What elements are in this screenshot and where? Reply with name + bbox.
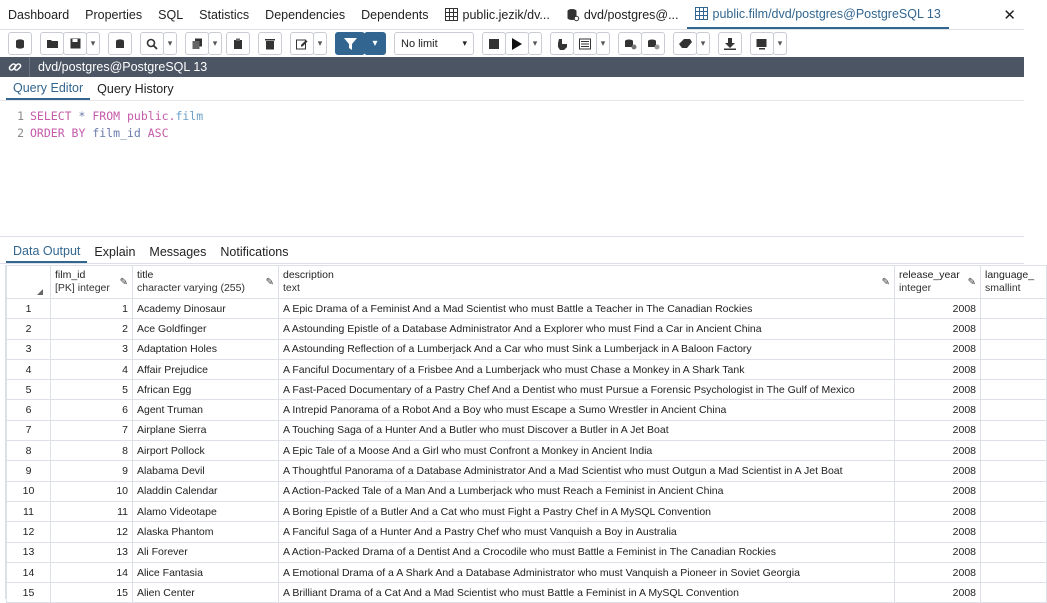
header-row	[7, 266, 1047, 299]
cell-film-id[interactable]: 6	[51, 400, 133, 420]
cell-film-id[interactable]: 7	[51, 420, 133, 440]
chevron-down-icon[interactable]: ▾	[773, 32, 787, 55]
cell-language-id[interactable]	[981, 380, 1047, 400]
cell-release-year[interactable]: 2008	[895, 299, 981, 319]
cell-release-year[interactable]: 2008	[895, 420, 981, 440]
column-header-title[interactable]	[133, 266, 279, 299]
code-line	[0, 124, 1024, 141]
cell-language-id[interactable]	[981, 359, 1047, 379]
execute-icon[interactable]	[505, 32, 529, 55]
row-number[interactable]: 15	[7, 583, 51, 603]
column-header-film-id[interactable]	[51, 266, 133, 299]
limit-value: No limit	[401, 37, 438, 50]
pencil-icon: ✎	[881, 277, 890, 288]
chevron-down-icon[interactable]: ▾	[86, 32, 100, 55]
filter-icon[interactable]	[335, 32, 365, 55]
table-row[interactable]	[7, 522, 1047, 542]
cell-release-year[interactable]: 2008	[895, 522, 981, 542]
cell-description[interactable]: A Touching Saga of a Hunter And a Butler who must Discover a Butler in A Jet Boat	[279, 420, 895, 440]
chevron-down-icon[interactable]: ▾	[208, 32, 222, 55]
cell-description[interactable]: A Intrepid Panorama of a Robot And a Boy who must Escape a Sumo Wrestler in Ancient China	[279, 400, 895, 420]
cell-film-id[interactable]: 12	[51, 522, 133, 542]
cell-film-id[interactable]: 9	[51, 461, 133, 481]
cell-release-year[interactable]: 2008	[895, 359, 981, 379]
line-number: 1	[17, 108, 24, 123]
cell-description[interactable]: A Astounding Epistle of a Database Administrator And a Explorer who must Find a Car in Ancient China	[279, 319, 895, 339]
cell-release-year[interactable]: 2008	[895, 319, 981, 339]
table-name: film	[175, 108, 204, 123]
explain-icon[interactable]	[550, 32, 574, 55]
cell-film-id[interactable]: 3	[51, 339, 133, 359]
star: *	[78, 108, 86, 123]
tab-label: public.film/dvd/postgres@PostgreSQL 13	[712, 6, 941, 21]
chevron-down-icon[interactable]: ▾	[696, 32, 710, 55]
row-number[interactable]: 4	[7, 359, 51, 379]
commit-icon[interactable]	[618, 32, 642, 55]
cell-language-id[interactable]	[981, 420, 1047, 440]
table-row[interactable]	[7, 583, 1047, 603]
cell-language-id[interactable]	[981, 522, 1047, 542]
cell-release-year[interactable]: 2008	[895, 400, 981, 420]
tab-label: Properties	[85, 7, 143, 22]
database-icon	[566, 8, 579, 21]
cell-film-id[interactable]: 11	[51, 501, 133, 521]
cell-film-id[interactable]: 2	[51, 319, 133, 339]
cell-description[interactable]: A Epic Drama of a Feminist And a Mad Scientist who must Battle a Teacher in The Canadian Rockies	[279, 299, 895, 319]
column-type: smallint	[985, 282, 1021, 294]
tab-label: Dependents	[361, 7, 429, 22]
tab-query-history[interactable]: Query History	[97, 81, 174, 96]
tab-public-film-dvd-postgres-postgresql-13[interactable]	[687, 0, 949, 29]
row-number[interactable]: 7	[7, 420, 51, 440]
cell-release-year[interactable]: 2008	[895, 583, 981, 603]
chevron-down-icon[interactable]: ▾	[364, 32, 386, 55]
tab-sql[interactable]	[150, 0, 191, 29]
row-number[interactable]: 1	[7, 299, 51, 319]
explain-analyze-icon[interactable]	[573, 32, 597, 55]
column-name: release_year	[899, 269, 960, 281]
column-name: language_	[985, 269, 1035, 281]
cell-film-id[interactable]: 4	[51, 359, 133, 379]
table-row[interactable]	[7, 400, 1047, 420]
editor-tab-bar	[0, 77, 1024, 101]
cell-description[interactable]: A Astounding Reflection of a Lumberjack And a Car who must Sink a Lumberjack in A Baloon Factory	[279, 339, 895, 359]
row-number[interactable]: 6	[7, 400, 51, 420]
table-row[interactable]	[7, 380, 1047, 400]
row-number[interactable]: 11	[7, 501, 51, 521]
table-row[interactable]	[7, 481, 1047, 501]
tab-label: dvd/postgres@...	[583, 7, 679, 22]
column-type: character varying (255)	[137, 282, 245, 294]
schema-name: public.	[127, 108, 176, 123]
tab-dashboard[interactable]	[0, 0, 77, 29]
cell-language-id[interactable]	[981, 319, 1047, 339]
cell-description[interactable]: A Action-Packed Drama of a Dentist And a Crocodile who must Battle a Feminist in The Canadian Rockies	[279, 542, 895, 562]
table-row[interactable]	[7, 542, 1047, 562]
pencil-icon: ✎	[119, 277, 128, 288]
tab-notifications[interactable]: Notifications	[220, 244, 289, 259]
cell-release-year[interactable]: 2008	[895, 380, 981, 400]
table-row[interactable]	[7, 420, 1047, 440]
keyword: ASC	[147, 125, 169, 140]
cell-language-id[interactable]	[981, 542, 1047, 562]
tab-label: Dashboard	[8, 7, 70, 22]
tab-properties[interactable]	[77, 0, 150, 29]
top-tab-bar	[0, 0, 1024, 30]
table-row[interactable]	[7, 501, 1047, 521]
column-header-description[interactable]	[279, 266, 895, 299]
table-row[interactable]	[7, 359, 1047, 379]
sql-editor[interactable]	[0, 102, 1024, 237]
cell-description[interactable]: A Boring Epistle of a Butler And a Cat who must Fight a Pastry Chef in A MySQL Convention	[279, 501, 895, 521]
search-icon[interactable]	[140, 32, 164, 55]
select-all-corner[interactable]	[7, 266, 51, 299]
row-number[interactable]: 8	[7, 441, 51, 461]
tab-explain[interactable]: Explain	[94, 244, 136, 259]
cell-description[interactable]: A Epic Tale of a Moose And a Girl who must Confront a Monkey in Ancient India	[279, 441, 895, 461]
copy-icon[interactable]	[185, 32, 209, 55]
column-name: film_id	[92, 125, 141, 140]
edit-icon[interactable]	[290, 32, 314, 55]
keyword: SELECT	[30, 108, 72, 123]
chevron-down-icon[interactable]: ▾	[528, 32, 542, 55]
cell-language-id[interactable]	[981, 339, 1047, 359]
query-toolbar	[0, 30, 1024, 57]
connection-label[interactable]: dvd/postgres@PostgreSQL 13	[38, 60, 208, 74]
cell-film-id[interactable]: 8	[51, 441, 133, 461]
cell-title[interactable]: Agent Truman	[133, 400, 279, 420]
cell-title[interactable]: Ali Forever	[133, 542, 279, 562]
table-row[interactable]	[7, 319, 1047, 339]
cell-title[interactable]: African Egg	[133, 380, 279, 400]
cell-film-id[interactable]: 13	[51, 542, 133, 562]
cell-language-id[interactable]	[981, 441, 1047, 461]
table-row[interactable]	[7, 299, 1047, 319]
stop-icon[interactable]	[482, 32, 506, 55]
column-header-language-id[interactable]	[981, 266, 1047, 299]
tab-messages[interactable]: Messages	[149, 244, 207, 259]
keyword: FROM	[92, 108, 121, 123]
cell-language-id[interactable]	[981, 400, 1047, 420]
cell-language-id[interactable]	[981, 583, 1047, 603]
tab-dependents[interactable]	[353, 0, 436, 29]
table-row[interactable]	[7, 441, 1047, 461]
table-icon	[695, 7, 708, 20]
tab-label: Statistics	[199, 7, 250, 22]
sort-corner-icon	[37, 289, 43, 295]
save-data-icon[interactable]	[108, 32, 132, 55]
cell-title[interactable]: Aladdin Calendar	[133, 481, 279, 501]
column-type: text	[283, 282, 300, 294]
column-header-release-year[interactable]	[895, 266, 981, 299]
cell-description[interactable]: A Brilliant Drama of a Cat And a Mad Scientist who must Battle a Feminist in A MySQL Convention	[279, 583, 895, 603]
row-number[interactable]: 3	[7, 339, 51, 359]
cell-title[interactable]: Alice Fantasia	[133, 562, 279, 582]
cell-language-id[interactable]	[981, 299, 1047, 319]
tab-statistics[interactable]	[191, 0, 257, 29]
tab-dvd-postgres[interactable]	[558, 0, 687, 29]
download-icon[interactable]	[718, 32, 742, 55]
cell-title[interactable]: Alamo Videotape	[133, 501, 279, 521]
row-number[interactable]: 14	[7, 562, 51, 582]
cell-release-year[interactable]: 2008	[895, 481, 981, 501]
table-row[interactable]	[7, 339, 1047, 359]
database-icon[interactable]	[8, 32, 32, 55]
cell-title[interactable]: Academy Dinosaur	[133, 299, 279, 319]
result-table	[6, 265, 1047, 603]
cell-language-id[interactable]	[981, 481, 1047, 501]
pencil-icon: ✎	[967, 277, 976, 288]
table-icon	[445, 8, 458, 21]
rollback-icon[interactable]	[641, 32, 665, 55]
table-row[interactable]	[7, 461, 1047, 481]
link-icon[interactable]	[0, 57, 30, 77]
cell-film-id[interactable]: 10	[51, 481, 133, 501]
connection-bar	[0, 57, 1024, 77]
cell-release-year[interactable]: 2008	[895, 562, 981, 582]
column-type: integer	[899, 282, 932, 294]
macros-icon[interactable]	[750, 32, 774, 55]
cell-description[interactable]: A Emotional Drama of a A Shark And a Database Administrator who must Vanquish a Pioneer in Soviet Georgia	[279, 562, 895, 582]
eraser-icon[interactable]	[673, 32, 697, 55]
cell-description[interactable]: A Action-Packed Tale of a Man And a Lumberjack who must Reach a Feminist in Ancient China	[279, 481, 895, 501]
code-line	[0, 107, 1024, 124]
chevron-down-icon[interactable]: ▾	[313, 32, 327, 55]
cell-film-id[interactable]: 1	[51, 299, 133, 319]
tab-data-output[interactable]: Data Output	[6, 240, 87, 263]
cell-release-year[interactable]: 2008	[895, 461, 981, 481]
row-number[interactable]: 2	[7, 319, 51, 339]
cell-release-year[interactable]: 2008	[895, 542, 981, 562]
cell-title[interactable]: Airport Pollock	[133, 441, 279, 461]
column-name: title	[137, 269, 154, 281]
tab-dependencies[interactable]	[257, 0, 353, 29]
cell-release-year[interactable]: 2008	[895, 339, 981, 359]
cell-title[interactable]: Adaptation Holes	[133, 339, 279, 359]
cell-language-id[interactable]	[981, 461, 1047, 481]
chevron-down-icon[interactable]: ▾	[596, 32, 610, 55]
cell-description[interactable]: A Fanciful Saga of a Hunter And a Pastry Chef who must Vanquish a Boy in Australia	[279, 522, 895, 542]
save-icon[interactable]	[63, 32, 87, 55]
cell-title[interactable]: Alabama Devil	[133, 461, 279, 481]
output-tab-bar	[0, 240, 1024, 264]
row-number[interactable]: 5	[7, 380, 51, 400]
delete-icon[interactable]	[258, 32, 282, 55]
column-name: description	[283, 269, 334, 281]
cell-language-id[interactable]	[981, 562, 1047, 582]
open-file-icon[interactable]	[40, 32, 64, 55]
cell-title[interactable]: Airplane Sierra	[133, 420, 279, 440]
limit-select[interactable]	[394, 32, 474, 55]
cell-language-id[interactable]	[981, 501, 1047, 521]
tab-label: Dependencies	[265, 7, 346, 22]
chevron-down-icon[interactable]: ▾	[163, 32, 177, 55]
row-number[interactable]: 13	[7, 542, 51, 562]
pencil-icon: ✎	[265, 277, 274, 288]
cell-film-id[interactable]: 14	[51, 562, 133, 582]
paste-icon[interactable]	[226, 32, 250, 55]
row-number[interactable]: 9	[7, 461, 51, 481]
cell-description[interactable]: A Fanciful Documentary of a Frisbee And a Lumberjack who must Chase a Monkey in A Shark Tank	[279, 359, 895, 379]
row-number[interactable]: 10	[7, 481, 51, 501]
chevron-down-icon: ▾	[462, 38, 467, 48]
tab-query-editor[interactable]: Query Editor	[6, 77, 90, 100]
column-name: film_id	[55, 269, 86, 281]
line-number: 2	[17, 125, 24, 140]
cell-description[interactable]: A Fast-Paced Documentary of a Pastry Chef And a Dentist who must Pursue a Forensic Psychologist in The Gulf of Mexico	[279, 380, 895, 400]
close-icon[interactable]: ✕	[1003, 7, 1016, 24]
cell-film-id[interactable]: 5	[51, 380, 133, 400]
cell-description[interactable]: A Thoughtful Panorama of a Database Administrator And a Mad Scientist who must Outgun a Mad Scientist in A Jet Boat	[279, 461, 895, 481]
tab-public-jezik-dv[interactable]	[437, 0, 558, 29]
cell-title[interactable]: Alien Center	[133, 583, 279, 603]
row-number[interactable]: 12	[7, 522, 51, 542]
tab-label: public.jezik/dv...	[462, 7, 550, 22]
tab-label: SQL	[158, 7, 184, 22]
cell-title[interactable]: Affair Prejudice	[133, 359, 279, 379]
column-type: [PK] integer	[55, 282, 110, 294]
cell-title[interactable]: Alaska Phantom	[133, 522, 279, 542]
keyword: ORDER BY	[30, 125, 86, 140]
cell-release-year[interactable]: 2008	[895, 501, 981, 521]
data-output-grid	[5, 265, 1035, 599]
cell-title[interactable]: Ace Goldfinger	[133, 319, 279, 339]
cell-film-id[interactable]: 15	[51, 583, 133, 603]
cell-release-year[interactable]: 2008	[895, 441, 981, 461]
table-row[interactable]	[7, 562, 1047, 582]
